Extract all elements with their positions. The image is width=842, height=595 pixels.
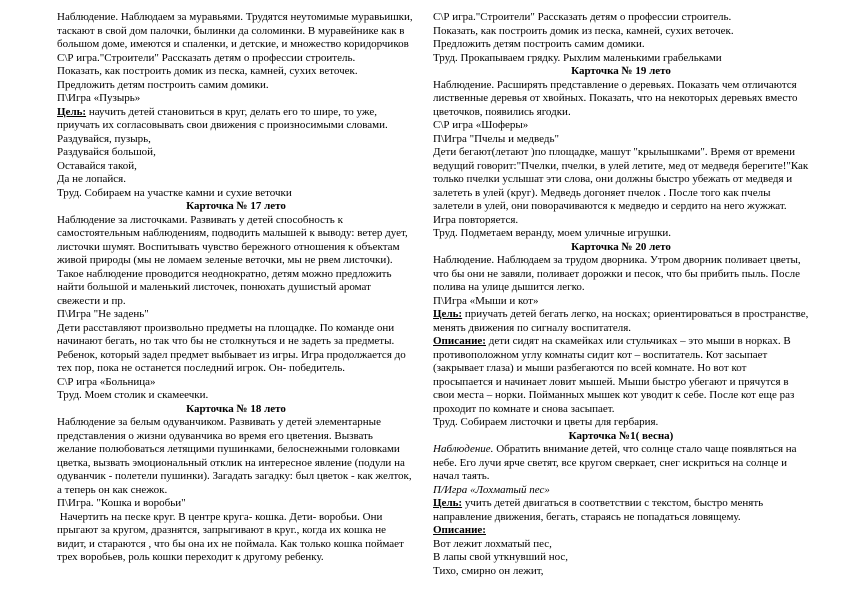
text-run: Раздувайся, пузырь, <box>57 132 151 145</box>
text-run: Цель: <box>433 497 463 509</box>
text-run: Карточка № 20 лето <box>571 240 671 253</box>
text-run: С\Р игра «Шоферы» <box>433 119 529 131</box>
card-heading <box>433 430 809 444</box>
paragraph <box>433 416 809 430</box>
paragraph <box>433 79 809 120</box>
paragraph <box>57 52 415 66</box>
text-run: Наблюдение. Расширять представление о деревьях. Показать чем отличаются лиственные деревья от хвойных. Показать, что на некоторых деревьях вместо цветочков, появились ягодки. <box>433 78 801 118</box>
text-run: С\Р игра."Строители" Рассказать детям о профессии строитель. <box>57 51 356 64</box>
text-run: Наблюдение. <box>433 443 494 455</box>
paragraph <box>57 11 415 52</box>
paragraph <box>57 133 415 147</box>
paragraph <box>57 173 415 187</box>
paragraph <box>57 79 415 93</box>
text-run: С\Р игра."Строители" Рассказать детям о профессии строитель. <box>433 11 732 23</box>
paragraph <box>57 389 415 403</box>
text-run: Карточка № 17 лето <box>186 200 286 212</box>
text-run: В лапы свой уткнувший нос, <box>433 551 568 563</box>
paragraph <box>57 92 415 106</box>
card-heading <box>57 200 415 214</box>
paragraph <box>433 133 809 147</box>
paragraph <box>433 119 809 133</box>
text-run: П\Игра. "Кошка и воробьи" <box>57 497 186 509</box>
paragraph <box>57 106 415 133</box>
card-heading <box>433 65 809 79</box>
text-run: Описание: <box>433 524 486 536</box>
paragraph <box>57 146 415 160</box>
text-run: П\Игра «Пузырь» <box>57 92 141 104</box>
text-run: Наблюдение. Наблюдаем за трудом дворника. Утром дворник поливает цветы, что бы они не завяли, поливает дорожки и песок, что бы прибить пыль. После полива на улице дышится легко. <box>433 254 804 293</box>
text-run: Карточка № 19 лето <box>571 65 671 77</box>
paragraph <box>57 160 415 174</box>
text-run: Наблюдение за белым одуванчиком. Развивать у детей элементарные представления о жизни одуванчика во время его цветения. Вызвать желание полюбоваться летящими пушинками, белоснежными головками цветка, вызвать эмоциональный отклик на интересное явление (подули на одуванчик - полетели пушинки). Загадать загадку: был цветок - как желток, а теперь он как снежок. <box>57 416 415 496</box>
text-run: Дети бегают(летают )по площадке, машут "крылышками". Время от времени ведущий говорит:"Пчелки, пчелки, в улей летите, мед от медведя берегите!"Как только пчелки услышат эти слова, они должны быстро убежать от медведя и залететь в улей (круг). Медведь догоняет пчелок . После того как пчелы залетели в улей, они поворачиваются к медведю и сердито на него жужжат. Игра повторяется. <box>433 146 812 226</box>
paragraph <box>57 308 415 322</box>
paragraph <box>433 335 809 416</box>
text-run: Предложить детям построить самим домики. <box>433 38 645 50</box>
text-run: Начертить на песке круг. В центре круга- кошка. Дети- воробьи. Они прыгают за кругом, дразнятся, запрыгивают в круг., когда их кошка не видит, и стараются , что бы она их не поймала. Как только кошка поймает трех воробьев, роль кошки переходит к другому ребенку. <box>57 510 407 563</box>
text-run: Наблюдение. Наблюдаем за муравьями. Трудятся неутомимые муравьишки, таскают в свой дом палочки, былинки да соломинки. В муравейнике как в большом доме, имеются и спаленки, и детские, и множество коридорчиков <box>57 11 416 50</box>
paragraph <box>57 497 415 511</box>
text-run: Вот лежит лохматый пес, <box>433 537 552 550</box>
text-run: Оставайся такой, <box>57 159 137 172</box>
text-run: Цель: <box>57 105 87 118</box>
text-run: научить детей становиться в круг, делать его то шире, то уже, приучать их согласовывать свои движения с произносимыми словами. <box>57 105 388 131</box>
text-run: Карточка № 18 лето <box>186 402 286 415</box>
text-run: Раздувайся большой, <box>57 146 156 158</box>
text-run: Да не лопайся. <box>57 173 126 185</box>
card-heading <box>433 241 809 255</box>
paragraph <box>57 187 415 201</box>
paragraph <box>57 322 415 376</box>
paragraph <box>57 65 415 79</box>
card-heading <box>57 403 415 417</box>
text-run: П\Игра "Не задень" <box>57 308 149 320</box>
paragraph <box>433 484 809 498</box>
text-run: Карточка №1( весна) <box>568 429 674 442</box>
paragraph <box>433 551 809 565</box>
text-run: приучать детей бегать легко, на носках; ориентироваться в пространстве, менять движения по сигналу воспитателя. <box>433 308 812 334</box>
text-run: Труд. Моем столик и скамеечки. <box>57 389 209 401</box>
paragraph <box>433 25 809 39</box>
paragraph <box>433 443 809 484</box>
text-run: Показать, как построить домик из песка, камней, сухих веточек. <box>57 65 358 77</box>
text-run: С\Р игра «Больница» <box>57 375 156 388</box>
text-run: Дети расставляют произвольно предметы на площадке. По команде они начинают бегать, но так что бы не столкнуться и не задеть за предметы. Ребенок, который задел предмет выбывает из игры. Игра продолжается до тех пор, пока не останется последний игрок. Он- победитель. <box>57 321 409 374</box>
paragraph <box>433 11 809 25</box>
paragraph <box>433 254 809 295</box>
paragraph <box>57 376 415 390</box>
paragraph <box>433 295 809 309</box>
paragraph <box>433 308 812 335</box>
paragraph <box>57 416 415 497</box>
text-run: П/Игра «Лохматый пес» <box>433 483 550 496</box>
paragraph <box>433 227 809 241</box>
text-run: Труд. Собираем листочки и цветы для гербария. <box>433 416 659 428</box>
paragraph <box>433 565 809 579</box>
paragraph <box>433 497 809 524</box>
paragraph <box>433 524 809 538</box>
text-run: Наблюдение за листочками. Развивать у детей способность к самостоятельным наблюдениям, подводить малышей к выводу: ветер дует, листочки шумят. Воспитывать чувство бережного отношения к объектам живой природы (мы не ломаем зеленые веточки, мы не рвем листочки). Такое наблюдение проводится неоднократно, детям можно предложить найти большой и маленький листочек, понюхать душистый аромат свежести и пр. <box>57 213 411 307</box>
text-run: Труд. Подметаем веранду, моем уличные игрушки. <box>433 227 672 239</box>
text-run: Описание: <box>433 335 486 347</box>
text-run: Цель: <box>433 308 463 320</box>
paragraph <box>433 38 809 52</box>
text-run: дети сидят на скамейках или стульчиках – это мыши в норках. В противоположном углу комнаты сидит кот – воспитатель. Кот засыпает (закрывает глаза) и мыши разбегаются по всей комнате. Но вот кот просыпается и начинает ловит мышей. Мыши быстро убегают и прячутся в свои места – норки. Пойманных мышек кот уводит к себе. После кот еще раз проходит по комнате и снова засыпает. <box>433 335 798 415</box>
page-right-column <box>433 11 812 578</box>
text-run: Обратить внимание детей, что солнце стало чаще появляться на небе. Его лучи ярче светят, все кругом сверкает, снег искриться на солнце и начал таять. <box>433 443 800 482</box>
page-left-column <box>57 11 415 565</box>
text-run: Тихо, смирно он лежит, <box>433 564 544 577</box>
text-run: Показать, как построить домик из песка, камней, сухих веточек. <box>433 24 734 37</box>
text-run: учить детей двигаться в соответствии с текстом, быстро менять направление движения, бегать, стараясь не попадаться ловящему. <box>433 497 766 523</box>
text-run: Труд. Собираем на участке камни и сухие веточки <box>57 186 292 199</box>
paragraph <box>433 146 812 227</box>
text-run: Труд. Прокапываем грядку. Рыхлим маленькими грабельками <box>433 51 722 64</box>
paragraph <box>57 511 415 565</box>
paragraph <box>433 538 809 552</box>
paragraph <box>433 52 809 66</box>
text-run: П\Игра "Пчелы и медведь" <box>433 132 559 145</box>
paragraph <box>57 214 415 309</box>
text-run: Предложить детям построить самим домики. <box>57 78 269 91</box>
text-run: П\Игра «Мыши и кот» <box>433 294 539 307</box>
